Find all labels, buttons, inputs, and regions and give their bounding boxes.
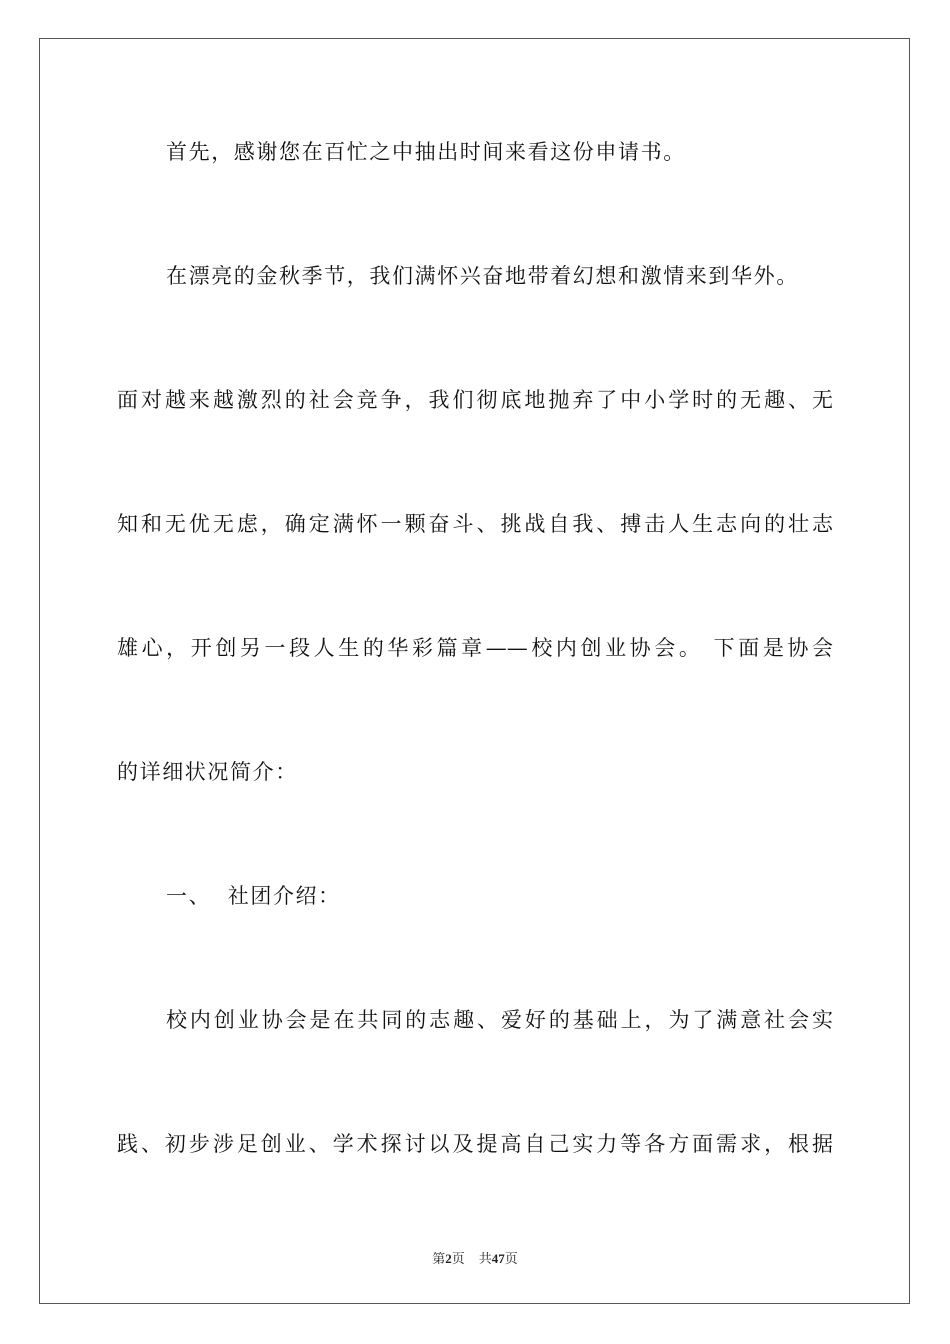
footer-page-current: 2	[445, 1251, 452, 1266]
footer-page-total: 47	[491, 1251, 505, 1266]
paragraph-line-2: 在漂亮的金秋季节，我们满怀兴奋地带着幻想和激情来到华外。	[166, 264, 799, 288]
footer-total-suffix: 页	[504, 1251, 518, 1266]
footer-page-suffix: 页	[451, 1251, 465, 1266]
page-border	[39, 38, 910, 1304]
paragraph-line-4: 知和无优无虑，确定满怀一颗奋斗、挑战自我、搏击人生志向的壮志	[117, 512, 833, 536]
section-heading: 一、 社团介绍：	[166, 884, 341, 908]
page-footer	[0, 1248, 950, 1267]
paragraph-line-3: 面对越来越激烈的社会竞争，我们彻底地抛弃了中小学时的无趣、无	[117, 388, 833, 412]
paragraph-line-9: 践、初步涉足创业、学术探讨以及提高自己实力等各方面需求，根据	[117, 1132, 833, 1156]
paragraph-line-5: 雄心，开创另一段人生的华彩篇章——校内创业协会。 下面是协会	[117, 636, 833, 660]
paragraph-line-6: 的详细状况简介：	[117, 760, 298, 784]
footer-page-prefix: 第	[432, 1251, 446, 1266]
footer-total-prefix: 共	[478, 1251, 492, 1266]
paragraph-line-1: 首先，感谢您在百忙之中抽出时间来看这份申请书。	[166, 140, 686, 164]
paragraph-line-8: 校内创业协会是在共同的志趣、爱好的基础上，为了满意社会实	[166, 1008, 833, 1032]
